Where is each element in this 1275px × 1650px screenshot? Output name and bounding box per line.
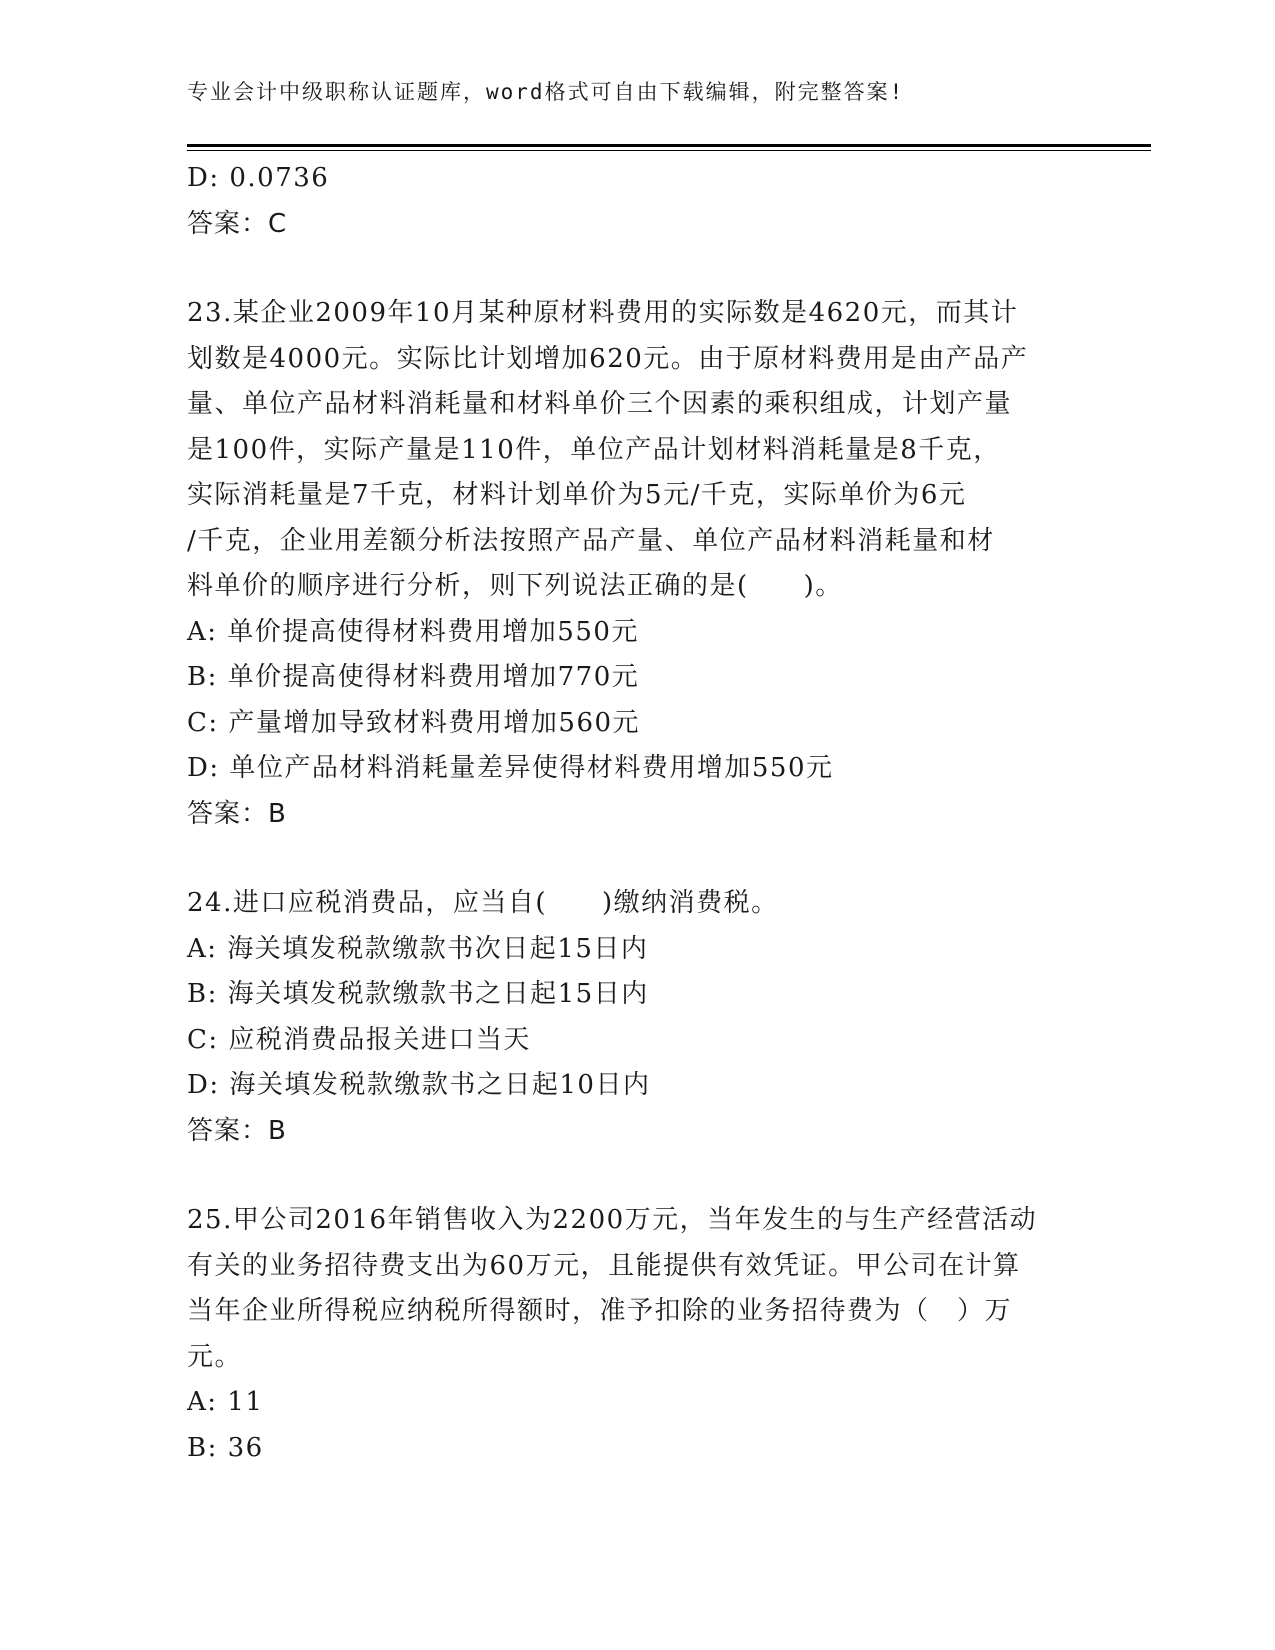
question-23-option-c: C: 产量增加导致材料费用增加560元 <box>187 707 641 738</box>
question-25 <box>187 1198 1087 1471</box>
question-23-line: 23.某企业2009年10月某种原材料费用的实际数是4620元，而其计 <box>187 298 1019 328</box>
question-23 <box>187 291 1087 837</box>
question-25-option-a: A: 11 <box>187 1387 264 1417</box>
question-23-answer: 答案：B <box>187 798 287 829</box>
question-25-line: 有关的业务招待费支出为60万元，且能提供有效凭证。甲公司在计算 <box>187 1250 1021 1281</box>
prev-option-d: D: 0.0736 <box>187 163 330 193</box>
question-24 <box>187 881 1087 1154</box>
question-25-line: 25.甲公司2016年销售收入为2200万元，当年发生的与生产经营活动 <box>187 1205 1038 1235</box>
question-24-option-d: D: 海关填发税款缴款书之日起10日内 <box>187 1070 651 1100</box>
prev-answer: 答案：C <box>187 208 288 239</box>
question-23-option-a: A: 单价提高使得材料费用增加550元 <box>187 616 639 647</box>
question-24-answer: 答案：B <box>187 1115 287 1146</box>
question-25-line: 元。 <box>187 1341 243 1372</box>
question-23-line: /千克，企业用差额分析法按照产品产量、单位产品材料消耗量和材 <box>187 525 995 556</box>
question-24-option-b: B: 海关填发税款缴款书之日起15日内 <box>187 979 649 1009</box>
question-23-line: 量、单位产品材料消耗量和材料单价三个因素的乘积组成，计划产量 <box>187 389 1013 419</box>
page-header: 专业会计中级职称认证题库，word格式可自由下载编辑，附完整答案! <box>187 80 905 104</box>
spacer <box>187 1154 1087 1198</box>
question-23-option-b: B: 单价提高使得材料费用增加770元 <box>187 662 640 692</box>
spacer <box>187 837 1087 881</box>
header-rule-thick <box>187 144 1151 147</box>
question-23-line: 划数是4000元。实际比计划增加620元。由于原材料费用是由产品产 <box>187 343 1029 374</box>
question-23-option-d: D: 单位产品材料消耗量差异使得材料费用增加550元 <box>187 753 834 783</box>
question-23-line: 是100件，实际产量是110件，单位产品计划材料消耗量是8千克， <box>187 434 1001 465</box>
question-23-line: 料单价的顺序进行分析，则下列说法正确的是( )。 <box>187 571 843 601</box>
question-content <box>187 156 1087 1471</box>
question-24-line: 24.进口应税消费品，应当自( )缴纳消费税。 <box>187 888 779 918</box>
question-23-line: 实际消耗量是7千克，材料计划单价为5元/千克，实际单价为6元 <box>187 480 967 510</box>
question-25-option-b: B: 36 <box>187 1432 264 1463</box>
question-25-line: 当年企业所得税应纳税所得额时，准予扣除的业务招待费为（ ）万 <box>187 1296 1013 1326</box>
question-24-option-a: A: 海关填发税款缴款书次日起15日内 <box>187 933 649 964</box>
header-rule-thin <box>187 150 1151 151</box>
spacer <box>187 247 1087 291</box>
question-24-option-c: C: 应税消费品报关进口当天 <box>187 1024 531 1055</box>
